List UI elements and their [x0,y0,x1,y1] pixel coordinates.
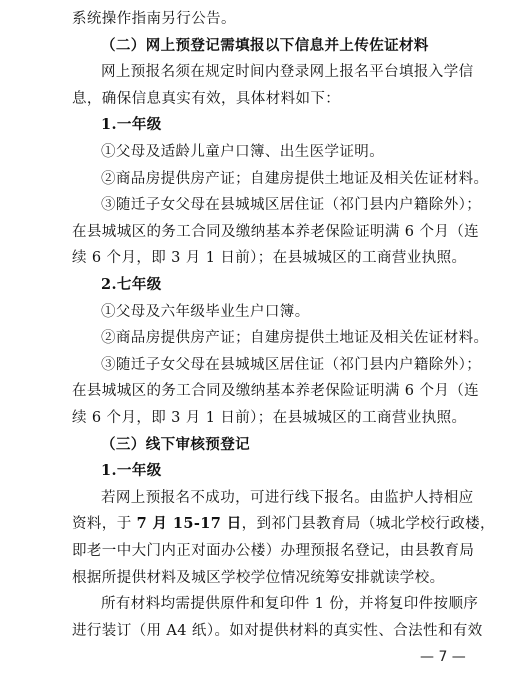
body-text-line: 进行装订（用 A4 纸）。如对提供材料的真实性、合法性和有效 [72,622,483,639]
body-text-line: 在县城城区的务工合同及缴纳基本养老保险证明满 6 个月（连 [72,383,480,400]
section-heading-offline-registration: （三）线下审核预登记 [101,435,250,453]
list-item-text: ②商品房提供房产证；自建房提供土地证及相关佐证材料。 [101,170,489,187]
subheading-grade-seven: 2.七年级 [101,276,162,293]
subheading-grade-one: 1.一年级 [101,462,162,480]
list-item-text: ③随迁子女父母在县城城区居住证（祁门县内户籍除外）； [101,356,482,373]
list-item-text: ②商品房提供房产证；自建房提供土地证及相关佐证材料。 [101,330,489,347]
list-item-text: ③随迁子女父母在县城城区居住证（祁门县内户籍除外）； [101,197,482,214]
body-text-line: 息，确保信息真实有效，具体材料如下： [72,90,341,107]
body-text-line: 若网上预报名不成功，可进行线下报名。由监护人持相应 [101,489,474,506]
text-segment: 资料，于 [72,516,137,533]
page-number: — 7 — [420,649,466,665]
body-text-line: 网上预报名须在规定时间内登录网上报名平台填报入学信 [101,64,474,81]
date-emphasis: 7 月 15-17 日 [136,515,242,533]
body-text-line: 续 6 个月，即 3 月 1 日前）；在县城城区的工商营业执照。 [72,250,467,267]
body-text-line: 所有材料均需提供原件和复印件 1 份，并将复印件按顺序 [101,596,479,613]
subheading-grade-one: 1.一年级 [101,116,162,134]
body-text-line: 系统操作指南另行公告。 [72,11,236,27]
text-segment: ，到祁门县教育局（城北学校行政楼， [241,516,495,533]
body-text-line: 即老一中大门内正对面办公楼）办理预报名登记，由县教育局 [72,543,475,559]
body-text-line: 续 6 个月，即 3 月 1 日前）；在县城城区的工商营业执照。 [72,410,467,426]
list-item-text: ①父母及六年级毕业生户口簿。 [101,303,310,320]
section-heading-online-registration: （二）网上预登记需填报以下信息并上传佐证材料 [101,36,429,54]
body-text-line: 在县城城区的务工合同及缴纳基本养老保险证明满 6 个月（连 [72,223,480,240]
list-item-text: ①父母及适龄儿童户口簿、出生医学证明。 [101,144,385,160]
body-text-line [72,513,495,535]
body-text-line: 根据所提供材料及城区学校学位情况统筹安排就读学校。 [72,569,445,586]
